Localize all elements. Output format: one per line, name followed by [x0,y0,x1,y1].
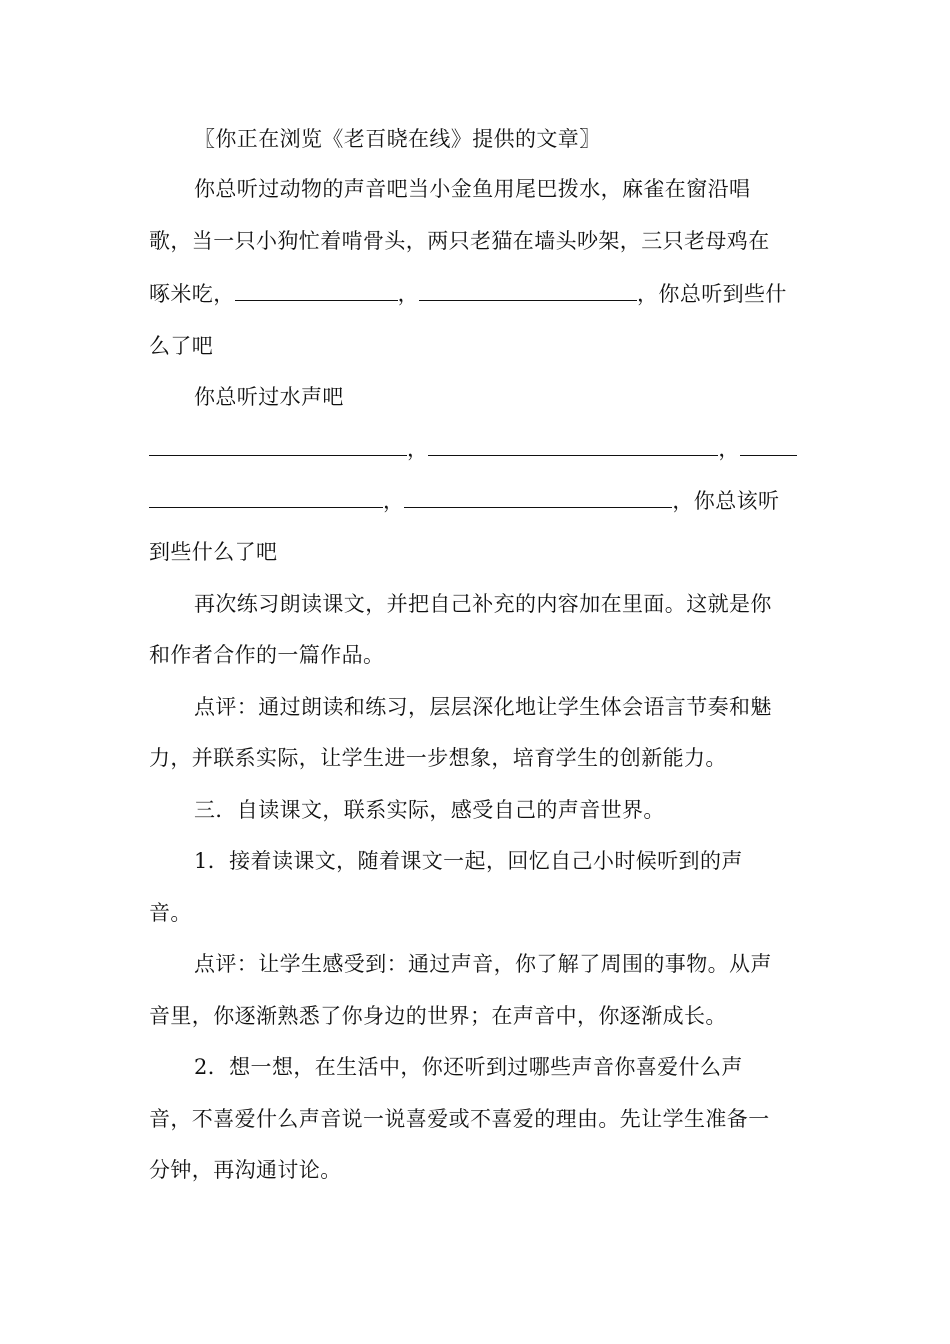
fill-blank [419,282,637,301]
item2-line3: 分钟，再沟通讨论。 [149,1158,342,1182]
fill-blank [428,437,718,456]
para3-line2: 和作者合作的一篇作品。 [149,643,385,667]
para4-line2: 力，并联系实际，让学生进一步想象，培育学生的创新能力。 [149,746,727,770]
fill-blank [149,437,407,456]
para5-line2: 音里，你逐渐熟悉了你身边的世界；在声音中，你逐渐成长。 [149,1004,727,1028]
item2-line1: 2．想一想，在生活中，你还听到过哪些声音你喜爱什么声 [194,1055,743,1079]
para1-line3-end: ，你总听到些什 [637,282,787,306]
para1-line2: 歌，当一只小狗忙着啃骨头，两只老猫在墙头吵架，三只老母鸡在 [149,229,770,253]
item1-line2: 音。 [149,901,192,925]
para2-line3-comma: ， [383,489,405,513]
para2-line3 [149,487,799,515]
para2-line2-comma2: ， [718,437,740,461]
para5-line1: 点评：让学生感受到：通过声音，你了解了周围的事物。从声 [194,952,772,976]
para3-line1: 再次练习朗读课文，并把自己补充的内容加在里面。这就是你 [194,592,772,616]
para2-line3-end: ，你总该听 [672,489,780,513]
para1-line3 [149,280,799,308]
para2-line2 [149,435,799,463]
para4-line1: 点评：通过朗读和练习，层层深化地让学生体会语言节奏和魅 [194,695,772,719]
para1-line3-comma: ， [397,282,420,306]
para2-line1: 你总听过水声吧 [194,385,344,409]
para1-line1: 你总听过动物的声音吧当小金鱼用尾巴拨水，麻雀在窗沿唱 [194,177,751,201]
item2-line2: 音，不喜爱什么声音说一说喜爱或不喜爱的理由。先让学生准备一 [149,1107,770,1131]
fill-blank [740,437,797,456]
section3-heading: 三．自读课文，联系实际，感受自己的声音世界。 [194,798,665,822]
fill-blank [235,282,398,301]
fill-blank [149,489,383,508]
document-header: 〖你正在浏览《老百晓在线》提供的文章〗 [194,127,601,151]
para2-line2-comma1: ， [407,437,429,461]
para1-line3-start: 啄米吃， [149,282,235,306]
para2-line4: 到些什么了吧 [149,540,278,564]
para1-line4: 么了吧 [149,334,214,358]
item1-line1: 1．接着读课文，随着课文一起，回忆自己小时候听到的声 [194,849,743,873]
fill-blank [404,489,672,508]
